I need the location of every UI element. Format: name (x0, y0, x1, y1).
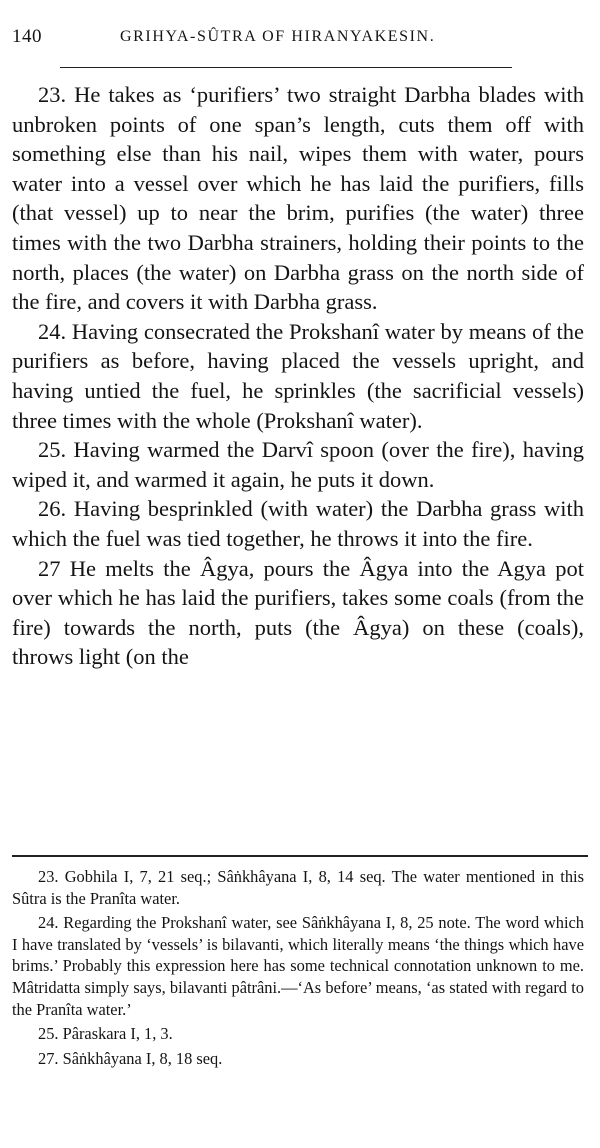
footnote-27: 27. Sâṅkhâyana I, 8, 18 seq. (38, 1048, 223, 1068)
footnotes (12, 866, 584, 1069)
header-rule (60, 67, 512, 68)
footnote-24: 24. Regarding the Prokshanî water, see Sâṅkhâyana I, 8, 25 note. The word which I have translated by ‘vessels’ is bilavanti, which literally means ‘the things which have brims.’ Probably this expression here has some technical connotation unknown to me. Mâtridatta simply says, bilavanti pâtrâni.—‘As before’ means, ‘as stated with regard to the Pranîta water.’ (12, 913, 584, 1019)
footnote-25: 25. Pâraskara I, 1, 3. (38, 1024, 173, 1044)
page-header (12, 26, 584, 54)
paragraph-26: 26. Having besprinkled (with water) the Darbha grass with which the fuel was tied together, he throws it into the fire. (12, 496, 584, 551)
footnote-rule (12, 855, 588, 857)
book-page (12, 0, 584, 1148)
paragraph-25: 25. Having warmed the Darvî spoon (over the fire), having wiped it, and warmed it again, he puts it down. (12, 437, 584, 492)
main-text (12, 80, 584, 672)
footnote-23: 23. Gobhila I, 7, 21 seq.; Sâṅkhâyana I, 8, 14 seq. The water mentioned in this Sûtra is the Pranîta water. (12, 867, 584, 908)
paragraph-24: 24. Having consecrated the Prokshanî water by means of the purifiers as before, having placed the vessels upright, and having untied the fuel, he sprinkles (the sacrificial vessels) three times with the whole (Prokshanî water). (12, 318, 584, 433)
paragraph-23: 23. He takes as ‘purifiers’ two straight Darbha blades with unbroken points of one span’s length, cuts them off with something else than his nail, wipes them with water, pours water into a vessel over which he has laid the purifiers, fills (that vessel) up to near the brim, purifies (the water) three times with the two Darbha strainers, holding their points to the north, places (the water) on Darbha grass on the north side of the fire, and covers it with Darbha grass. (12, 82, 584, 315)
paragraph-27: 27 He melts the Âgya, pours the Âgya into the Agya pot over which he has laid the purifiers, takes some coals (from the fire) towards the north, puts (the Âgya) on these (coals), throws light (on the (12, 555, 584, 670)
page-number: 140 (12, 26, 42, 47)
running-head: GRIHYA-SÛTRA OF HIRANYAKESIN. (120, 28, 436, 45)
